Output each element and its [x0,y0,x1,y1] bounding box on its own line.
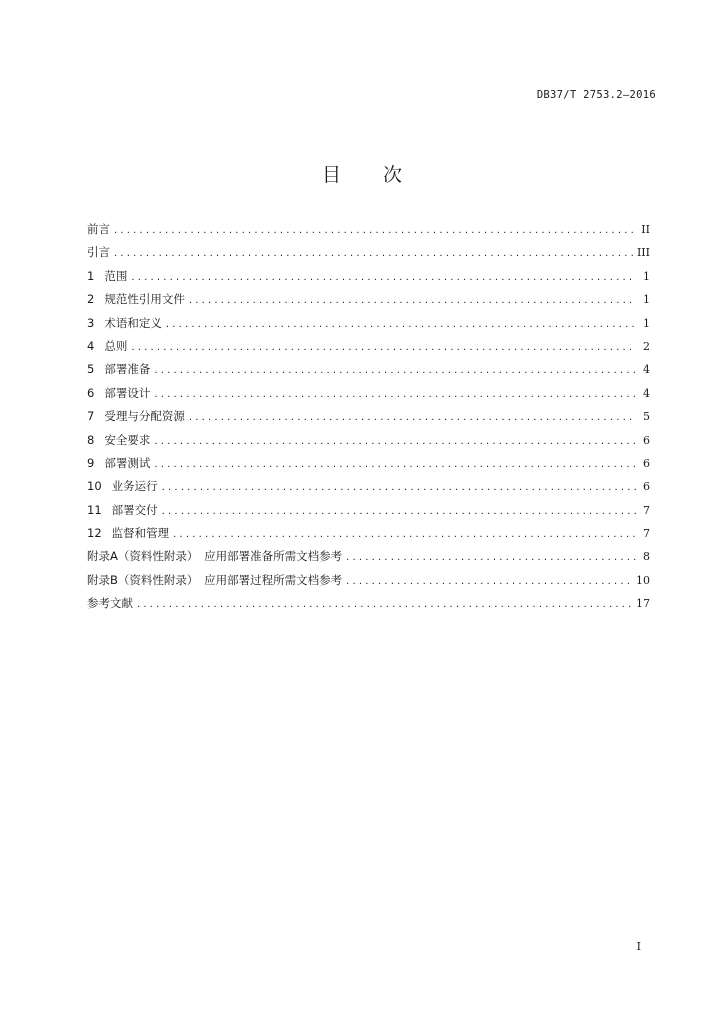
toc-entry-number: 4 [87,338,95,353]
toc-dot-leader [189,289,636,312]
toc-entry[interactable] [87,522,650,545]
toc-entry-page: 2 [643,339,650,353]
toc-dot-leader [131,336,636,359]
toc-entry-page: 1 [643,316,650,330]
toc-entry[interactable] [87,358,650,381]
toc-dot-leader [131,266,636,289]
toc-entry-page: 1 [643,293,650,307]
toc-entry-label: 受理与分配资源 [104,409,185,424]
toc-dot-leader [162,476,636,499]
toc-dot-leader [346,546,636,569]
toc-entry-page: II [641,223,650,236]
toc-entry-label: 范围 [104,268,128,283]
toc-entry[interactable] [87,265,650,288]
toc-dot-leader [166,313,636,336]
toc-entry[interactable] [87,218,650,241]
toc-dot-leader [154,359,636,382]
toc-entry-number: 5 [87,362,95,377]
toc-entry[interactable] [87,475,650,498]
toc-entry-page: 17 [636,597,650,611]
table-of-contents [87,218,650,616]
toc-entry-number: 8 [87,432,95,447]
toc-entry-page: 4 [643,386,650,400]
toc-entry[interactable] [87,545,650,568]
toc-entry-label: 规范性引用文件 [104,292,185,307]
toc-entry-page: 1 [643,269,650,283]
toc-dot-leader [189,406,636,429]
toc-entry-label: 业务运行 [111,479,158,494]
toc-entry-label: 附录B（资料性附录） 应用部署过程所需文档参考 [87,572,343,587]
toc-entry-label: 参考文献 [87,596,133,611]
toc-entry-label: 部署交付 [111,502,158,517]
toc-entry-label: 部署准备 [104,362,151,377]
toc-entry[interactable] [87,405,650,428]
toc-entry-number: 6 [87,385,95,400]
toc-entry-label: 前言 [87,222,110,236]
toc-entry-page: 6 [643,480,650,494]
page-title: 目 次 [321,164,421,186]
toc-entry-number: 7 [87,409,95,424]
toc-entry-page: III [636,246,650,260]
toc-entry-label: 部署设计 [104,385,151,400]
toc-dot-leader [154,453,636,476]
toc-entry-number: 11 [87,502,102,517]
toc-entry-page: 10 [636,573,650,587]
toc-entry-number: 2 [87,292,95,307]
toc-dot-leader [137,593,632,616]
toc-entry-page: 8 [643,550,650,564]
toc-entry[interactable] [87,288,650,311]
toc-entry[interactable] [87,452,650,475]
toc-entry-number: 12 [87,526,102,541]
toc-entry-label: 术语和定义 [104,315,162,330]
toc-entry-label: 监督和管理 [111,526,170,541]
toc-entry[interactable] [87,382,650,405]
toc-entry-label: 引言 [87,245,110,260]
standard-code: DB37/T 2753.2—2016 [536,89,656,101]
toc-entry-number: 1 [87,268,95,283]
toc-dot-leader [114,219,636,242]
toc-entry-page: 4 [643,363,650,377]
toc-entry[interactable] [87,569,650,592]
toc-entry-label: 附录A（资料性附录） 应用部署准备所需文档参考 [87,549,343,564]
toc-entry-page: 5 [643,410,650,424]
toc-entry-number: 3 [87,315,95,330]
toc-entry[interactable] [87,499,650,522]
toc-entry[interactable] [87,335,650,358]
toc-entry-number: 9 [87,455,95,470]
toc-dot-leader [173,523,636,546]
toc-dot-leader [154,430,636,453]
toc-entry-number: 10 [87,479,102,494]
page-number: I [636,940,641,953]
toc-entry-label: 部署测试 [104,455,151,470]
toc-dot-leader [162,500,636,523]
toc-entry[interactable] [87,312,650,335]
toc-entry[interactable] [87,429,650,452]
toc-entry-page: 7 [643,527,650,541]
toc-dot-leader [114,242,633,265]
toc-entry-page: 7 [643,503,650,517]
toc-entry-label: 安全要求 [104,432,151,447]
toc-entry[interactable] [87,241,650,264]
toc-dot-leader [346,570,632,593]
toc-entry-page: 6 [643,456,650,470]
toc-entry-label: 总则 [104,338,128,353]
toc-entry-page: 6 [643,433,650,447]
toc-dot-leader [154,383,636,406]
toc-entry[interactable] [87,592,650,615]
